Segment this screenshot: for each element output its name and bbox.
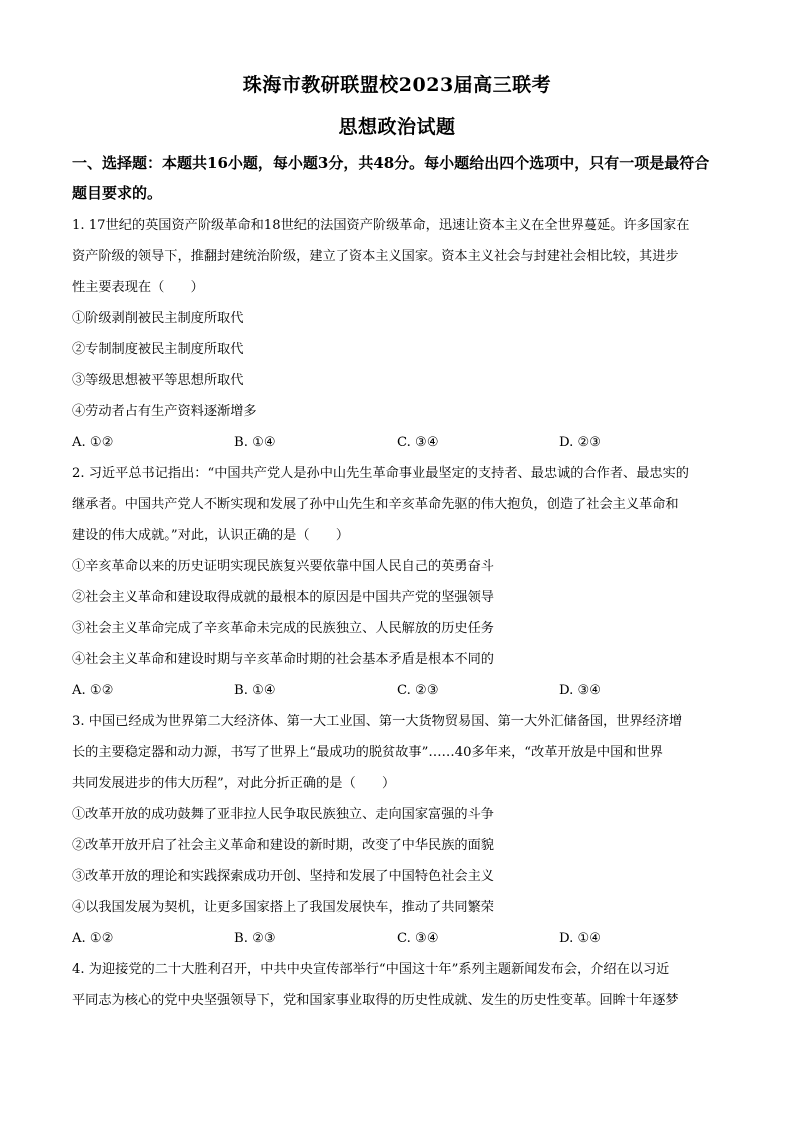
question-stem-line: 平同志为核心的党中央坚强领导下，党和国家事业取得的历史性成就、发生的历史性变革。回眸十年逐梦	[72, 993, 679, 1008]
question-4	[72, 954, 722, 1016]
answer-option: B. ①④	[234, 683, 276, 698]
question-stem-line: 3. 中国已经成为世界第二大经济体、第一大工业国、第一大货物贸易国、第一大外汇储备国，世界经济增	[72, 714, 683, 729]
answer-option: C. ③④	[397, 435, 439, 450]
statement-item: ③等级思想被平等思想所取代	[72, 373, 244, 388]
answer-option: B. ①④	[234, 435, 276, 450]
question-stem-line: 2. 习近平总书记指出：“中国共产党人是孙中山先生革命事业最坚定的支持者、最忠诚的合作者、最忠实的	[72, 466, 689, 481]
statement-item: ③改革开放的理论和实践探索成功开创、坚持和发展了中国特色社会主义	[72, 869, 494, 884]
answer-option: C. ③④	[397, 931, 439, 946]
statement-item: ②专制制度被民主制度所取代	[72, 342, 244, 357]
answer-option: D. ①④	[559, 931, 602, 946]
answer-option: D. ③④	[559, 683, 602, 698]
statement-item: ①阶级剥削被民主制度所取代	[72, 311, 244, 326]
question-stem-line: 1. 17世纪的英国资产阶级革命和18世纪的法国资产阶级革命，迅速让资本主义在全世界蔓延。许多国家在	[72, 218, 690, 233]
exam-subtitle: 思想政治试题	[338, 116, 456, 138]
question-list	[72, 210, 722, 1016]
statement-item: ②改革开放开启了社会主义革命和建设的新时期，改变了中华民族的面貌	[72, 838, 494, 853]
question-stem-line: 4. 为迎接党的二十大胜利召开，中共中央宣传部举行“中国这十年”系列主题新闻发布会，介绍在以习近	[72, 962, 670, 977]
question-2	[72, 458, 722, 706]
statement-item: ④社会主义革命和建设时期与辛亥革命时期的社会基本矛盾是根本不同的	[72, 652, 494, 667]
statement-item: ①辛亥革命以来的历史证明实现民族复兴要依靠中国人民自己的英勇奋斗	[72, 559, 494, 574]
answer-option: A. ①②	[72, 931, 114, 946]
answer-options	[72, 923, 722, 954]
answer-option: A. ①②	[72, 683, 114, 698]
question-1	[72, 210, 722, 458]
statement-item: ④以我国发展为契机，让更多国家搭上了我国发展快车，推动了共同繁荣	[72, 900, 494, 915]
answer-option: D. ②③	[559, 435, 602, 450]
question-stem-line: 继承者。中国共产党人不断实现和发展了孙中山先生和辛亥革命先驱的伟大抱负，创造了社会主义革命和	[72, 497, 679, 512]
question-stem-line: 性主要表现在（ ）	[72, 280, 204, 295]
question-stem-line: 共同发展进步的伟大历程”，对此分折正确的是（ ）	[72, 776, 396, 791]
statement-item: ①改革开放的成功鼓舞了亚非拉人民争取民族独立、走向国家富强的斗争	[72, 807, 494, 822]
statement-item: ④劳动者占有生产资料逐渐增多	[72, 404, 257, 419]
question-stem-line: 长的主要稳定器和动力源，书写了世界上“最成功的脱贫故事”……40多年来，“改革开放是中国和世界	[72, 745, 663, 760]
question-3	[72, 706, 722, 954]
answer-option: B. ②③	[234, 931, 276, 946]
exam-title: 珠海市教研联盟校2023届高三联考	[242, 74, 552, 96]
question-stem-line: 建设的伟大成就。”对此，认识正确的是（ ）	[72, 528, 350, 543]
section-heading: 一、选择题：本题共16小题，每小题3分，共48分。每小题给出四个选项中，只有一项是最符合题目要求的。	[72, 154, 710, 202]
answer-options	[72, 427, 722, 458]
statement-item: ②社会主义革命和建设取得成就的最根本的原因是中国共产党的坚强领导	[72, 590, 494, 605]
answer-options	[72, 675, 722, 706]
statement-item: ③社会主义革命完成了辛亥革命未完成的民族独立、人民解放的历史任务	[72, 621, 494, 636]
answer-option: C. ②③	[397, 683, 439, 698]
answer-option: A. ①②	[72, 435, 114, 450]
question-stem-line: 资产阶级的领导下，推翻封建统治阶级，建立了资本主义国家。资本主义社会与封建社会相比较，其进步	[72, 249, 679, 264]
